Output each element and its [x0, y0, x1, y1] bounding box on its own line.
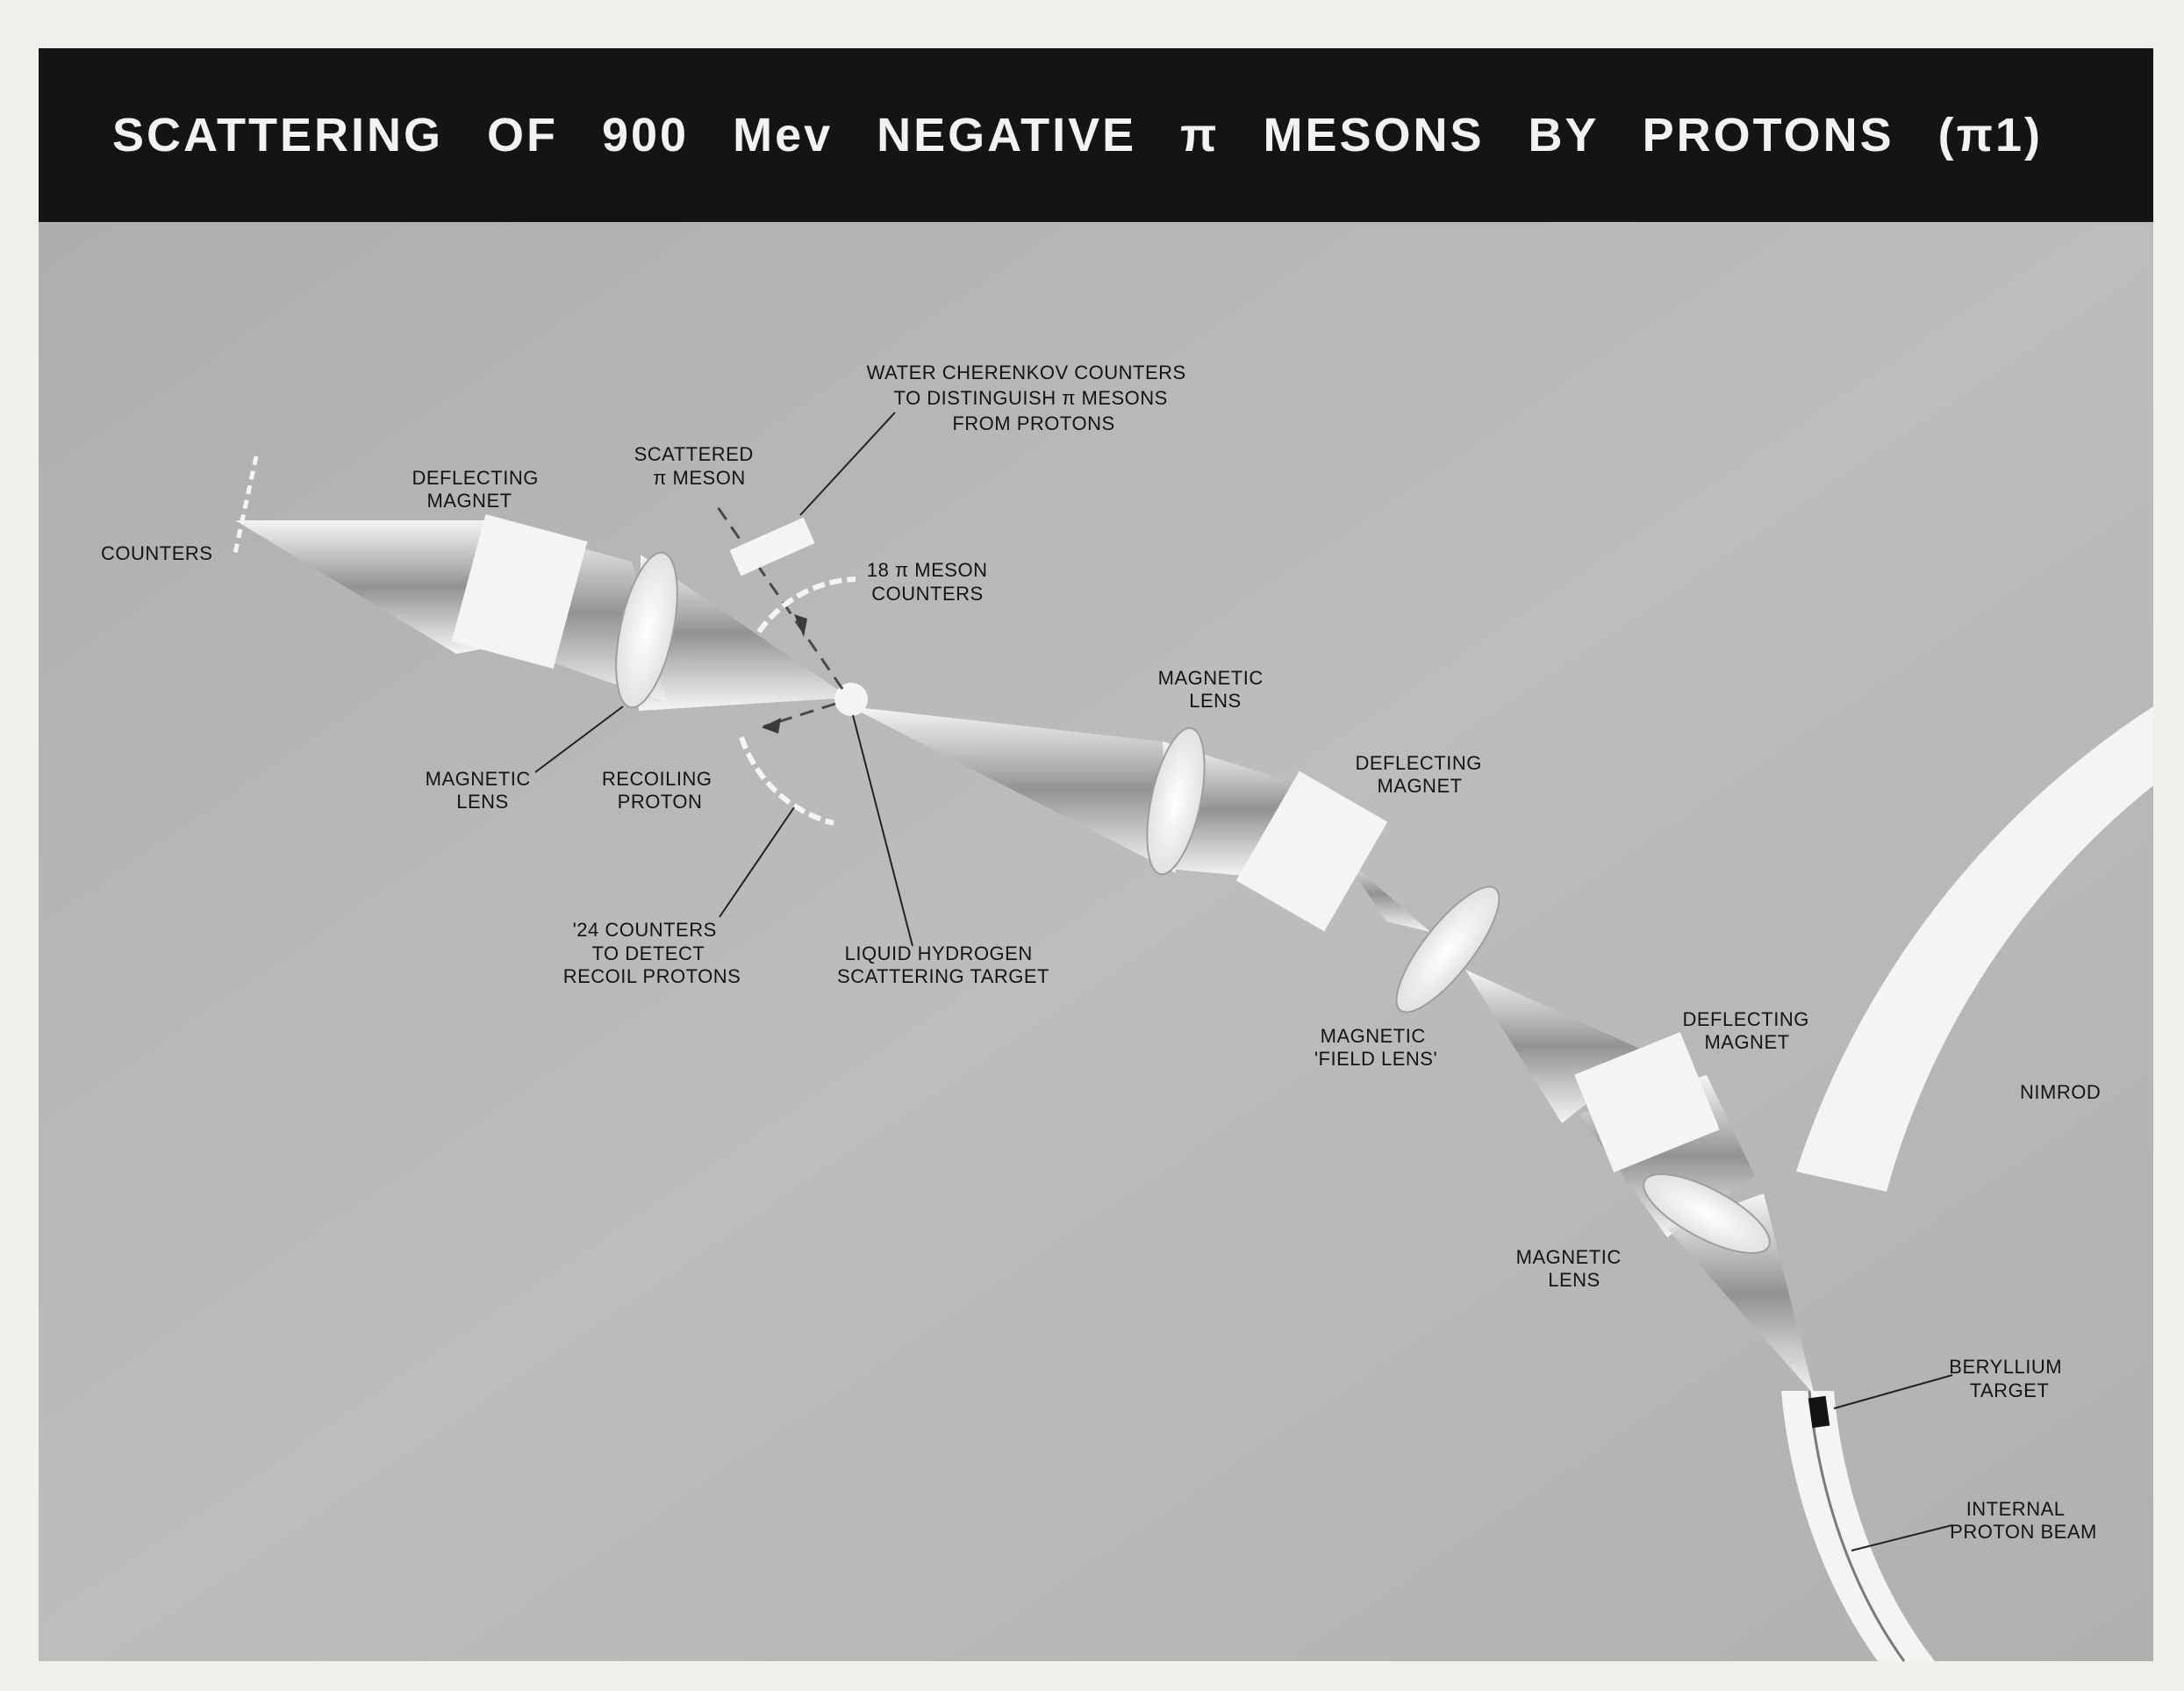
label-nimrod: NIMROD — [2020, 1081, 2102, 1103]
label-deflecting-magnet-3: DEFLECTING MAGNET — [1682, 1008, 1809, 1053]
label-deflecting-magnet-2: DEFLECTING MAGNET — [1355, 752, 1482, 797]
label-scattered-meson: SCATTERED π MESON — [634, 443, 754, 489]
label-magnetic-lens-3: MAGNETIC LENS — [1515, 1246, 1622, 1291]
label-proton-beam: INTERNAL PROTON BEAM — [1950, 1498, 2097, 1543]
label-water-cherenkov: WATER CHERENKOV COUNTERS TO DISTINGUISH π MESONS FROM PROTONS — [866, 362, 1186, 434]
liquid-hydrogen-target — [834, 683, 868, 716]
label-recoiling-proton: RECOILING PROTON — [601, 768, 712, 813]
label-magnetic-lens-1: MAGNETIC LENS — [425, 768, 531, 813]
label-meson-counters: 18 π MESON COUNTERS — [866, 559, 988, 605]
label-counters: COUNTERS — [101, 542, 213, 564]
label-field-lens: MAGNETIC 'FIELD LENS' — [1314, 1025, 1438, 1070]
label-magnetic-lens-2: MAGNETIC LENS — [1157, 667, 1264, 712]
label-proton-counters: '24 COUNTERS TO DETECT RECOIL PROTONS — [562, 919, 741, 987]
diagram-title: SCATTERING OF 900 Mev NEGATIVE π MESONS BY PROTONS (π1) — [112, 109, 2043, 161]
label-deflecting-magnet-1: DEFLECTING MAGNET — [412, 467, 539, 512]
label-beryllium-target: BERYLLIUM TARGET — [1949, 1356, 2063, 1401]
label-hydrogen-target: LIQUID HYDROGEN SCATTERING TARGET — [837, 942, 1049, 987]
